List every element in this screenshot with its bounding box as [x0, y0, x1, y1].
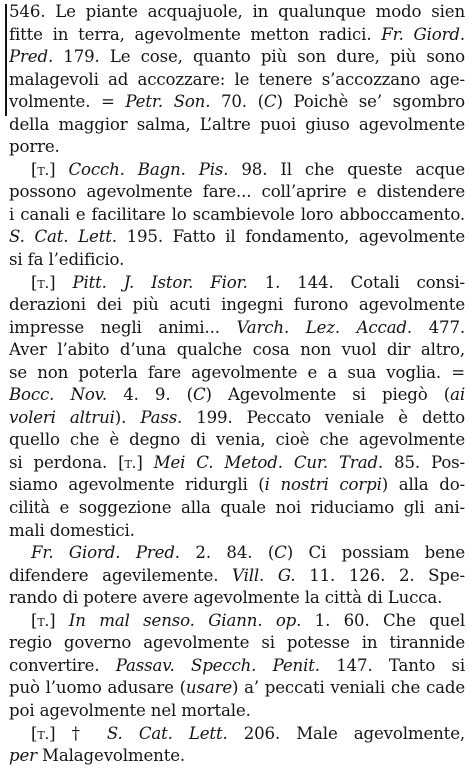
body-text: i canali e facilitare lo scambievole loro abboccamento. — [9, 204, 465, 224]
body-text: se non poterla fare agevolmente e a sua voglia. = — [9, 362, 465, 382]
text-line — [9, 520, 465, 543]
body-text: [ — [31, 272, 38, 292]
body-text: può l’uomo adusare ( — [9, 678, 186, 698]
body-text: 70. ( — [210, 92, 264, 112]
text-line — [9, 407, 465, 430]
citation-text: Petr. Son. — [125, 92, 211, 112]
text-line — [9, 91, 465, 114]
body-text: Aver l’abito d’una qualche cosa non vuol dir altro, — [9, 340, 465, 360]
tag-text: t. — [37, 273, 50, 292]
citation-text: Cocch. Bagn. Pis. — [68, 159, 229, 179]
tag-text: t. — [124, 453, 137, 472]
body-text: 2. 84. ( — [179, 543, 275, 563]
body-text: siamo agevolmente ridurgli ( — [9, 475, 265, 495]
text-line — [9, 745, 465, 768]
body-text: 546. Le piante acquajuole, in qualunque modo sien — [9, 2, 465, 21]
body-text: ) a’ peccati veniali che cade — [232, 678, 465, 698]
text-line — [9, 339, 465, 362]
text-line — [9, 723, 465, 746]
text-line — [9, 610, 465, 633]
citation-text: Pitt. J. Istor. Fior. — [72, 272, 248, 292]
body-text: 85. Pos- — [383, 452, 465, 472]
text-line — [9, 114, 465, 137]
citation-text: Varch. Lez. Accad. — [236, 317, 413, 337]
body-text: 179. Le cose, quanto più son dure, più sono — [53, 47, 465, 67]
citation-text: Vill. G. — [232, 565, 296, 585]
margin-rule — [5, 4, 7, 116]
body-text: Malagevolmente. — [36, 746, 186, 766]
text-line — [9, 69, 465, 92]
body-text: si perdona. [ — [9, 452, 125, 472]
citation-text: S. Cat. Lett. — [106, 723, 228, 743]
body-text: ) Ci possiam bene — [286, 543, 465, 563]
citation-text: ai — [450, 385, 465, 405]
body-text: ] — [49, 272, 73, 292]
body-text: 199. Peccato veniale è detto — [182, 407, 465, 427]
body-text: 1. 144. Cotali consi- — [247, 272, 465, 292]
body-text: 195. Fatto il fondamento, agevolmente — [116, 227, 465, 247]
citation-text: per — [9, 746, 37, 766]
body-text: ) Agevolmente si piegò ( — [205, 385, 451, 405]
body-text: ] — [136, 452, 154, 472]
body-text: fitte in terra, agevolmente metton radici. — [9, 24, 382, 44]
body-text: 206. Male agevolmente, — [227, 723, 465, 743]
text-line — [9, 24, 465, 47]
entry-text — [9, 1, 465, 768]
text-line — [9, 317, 465, 340]
text-line — [9, 542, 465, 565]
citation-text: In mal senso. Giann. op. — [68, 610, 302, 630]
body-text: convertire. — [9, 655, 116, 675]
text-line — [9, 677, 465, 700]
body-text: 4. 9. ( — [107, 385, 193, 405]
citation-text: Fr. Giord. — [381, 24, 465, 44]
text-line — [9, 362, 465, 385]
body-text: della maggior salma, L’altre puoi giuso agevolmente — [9, 114, 465, 134]
body-text: rando di potere avere agevolmente la città di Lucca. — [9, 588, 443, 608]
text-line — [9, 587, 465, 610]
citation-text: C — [192, 385, 206, 405]
body-text: ) alla do- — [381, 475, 465, 495]
body-text: ) Poichè se’ sgombro — [276, 92, 465, 112]
tag-text: t. — [37, 724, 50, 743]
body-text: ). — [114, 407, 141, 427]
body-text: [ — [31, 610, 38, 630]
citation-text: Pass. — [140, 407, 183, 427]
text-line — [9, 429, 465, 452]
text-line — [9, 249, 465, 272]
citation-text: Pred. — [9, 47, 54, 67]
text-line — [9, 226, 465, 249]
citation-text: Bocc. Nov. — [9, 385, 108, 405]
body-text: difendere agevilemente. — [9, 565, 233, 585]
body-text: porre. — [9, 137, 60, 157]
citation-text: Fr. Giord. Pred. — [31, 543, 180, 563]
citation-text: Mei C. Metod. Cur. Trad. — [153, 452, 384, 472]
citation-text: i nostri corpi — [264, 475, 382, 495]
body-text: si fa l’edificio. — [9, 250, 125, 270]
body-text: 1. 60. Che quel — [301, 610, 465, 630]
citation-text: Passav. Specch. Penit. — [115, 655, 320, 675]
body-text: [ — [31, 159, 38, 179]
tag-text: t. — [37, 160, 50, 179]
body-text: malagevoli ad accozzare: le tenere s’accozzano age- — [9, 69, 465, 89]
body-text: [ — [31, 723, 38, 743]
text-line — [9, 384, 465, 407]
citation-text: S. Cat. Lett. — [9, 227, 117, 247]
body-text: possono agevolmente fare... coll’aprire e distendere — [9, 182, 465, 202]
body-text: ] — [49, 610, 69, 630]
body-text: 98. Il che queste acque — [228, 159, 465, 179]
body-text: ] † — [49, 723, 107, 743]
text-line — [9, 294, 465, 317]
text-line — [9, 497, 465, 520]
text-line — [9, 159, 465, 182]
text-line — [9, 1, 465, 24]
body-text: cilità e soggezione alla quale noi riduciamo gli ani- — [9, 498, 465, 518]
citation-text: C — [274, 543, 287, 563]
text-line — [9, 204, 465, 227]
body-text: 11. 126. 2. Spe- — [295, 565, 465, 585]
body-text: regio governo agevolmente si potesse in tirannide — [9, 633, 465, 653]
text-line — [9, 700, 465, 723]
text-line — [9, 632, 465, 655]
citation-text: usare — [185, 678, 233, 698]
text-line — [9, 181, 465, 204]
citation-text: C — [263, 92, 277, 112]
body-text: 147. Tanto si — [319, 655, 465, 675]
text-line — [9, 474, 465, 497]
text-line — [9, 655, 465, 678]
body-text: poi agevolmente nel mortale. — [9, 700, 251, 720]
tag-text: t. — [37, 611, 50, 630]
body-text: quello che è degno di venia, cioè che agevolmente — [9, 430, 465, 450]
body-text: mali domestici. — [9, 520, 135, 540]
text-line — [9, 565, 465, 588]
citation-text: voleri altrui — [9, 407, 115, 427]
text-line — [9, 46, 465, 69]
body-text: impresse negli animi... — [9, 317, 237, 337]
text-line — [9, 136, 465, 159]
text-line — [9, 272, 465, 295]
body-text: 477. — [412, 317, 465, 337]
body-text: volmente. = — [9, 92, 126, 112]
text-line — [9, 452, 465, 475]
body-text: ] — [49, 159, 69, 179]
body-text: derazioni dei più acuti ingegni furono agevolmente — [9, 295, 465, 315]
